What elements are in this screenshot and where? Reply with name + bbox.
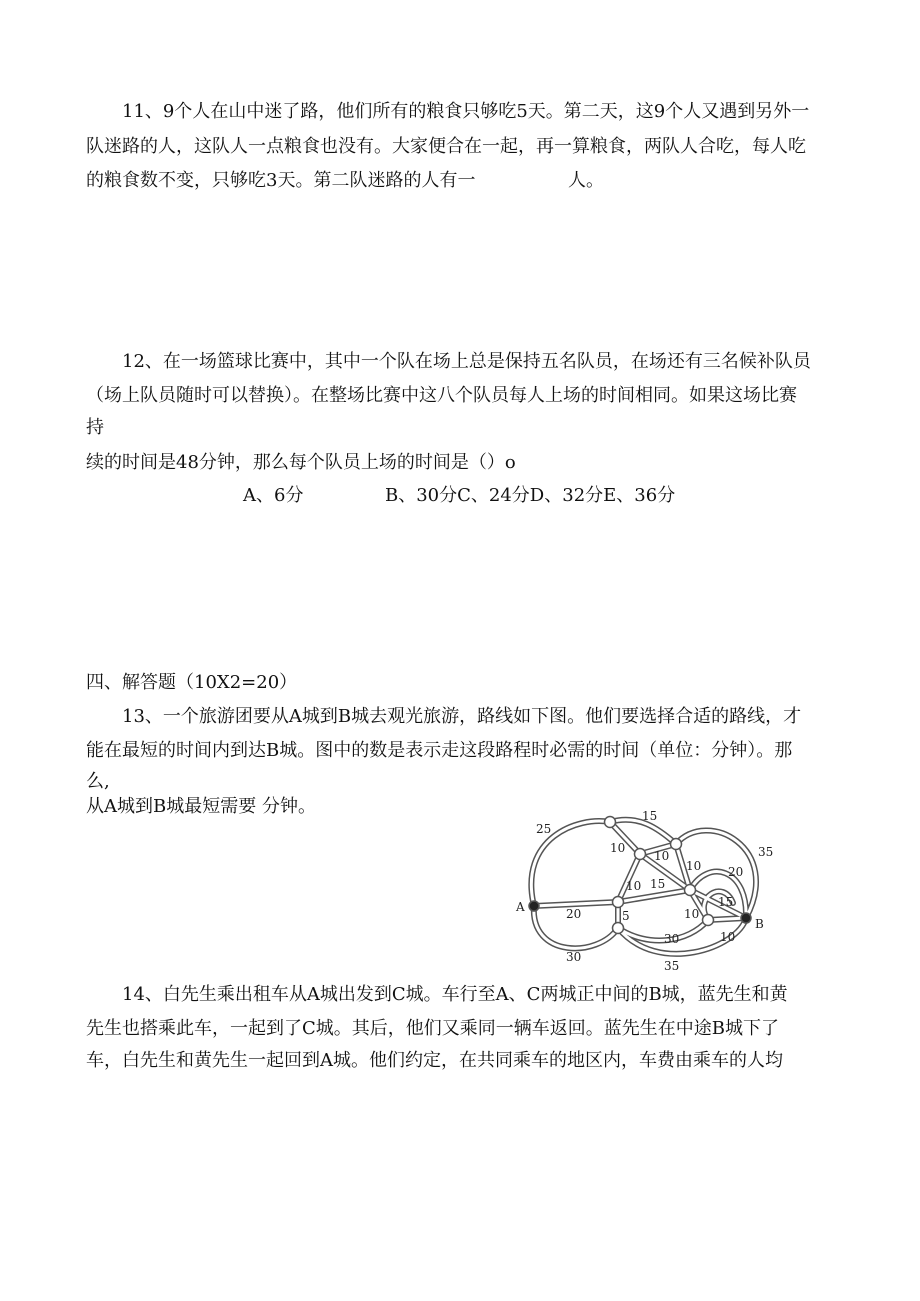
city-b-node xyxy=(741,913,751,923)
junction-node xyxy=(703,915,714,926)
edge-label: 10 xyxy=(684,907,700,921)
q12-options-rest: B、30分C、24分D、32分E、36分 xyxy=(385,485,676,506)
edge-label: 10 xyxy=(610,841,626,855)
q14-line-3: 车，白先生和黄先生一起回到A城。他们约定，在共同乘车的地区内，车费由乘车的人均 xyxy=(86,1050,783,1071)
q12-line-4: 续的时间是48分钟，那么每个队员上场的时间是（）o xyxy=(86,452,516,473)
junction-node xyxy=(685,885,696,896)
q14-line-1: 14、白先生乘出租车从A城出发到C城。车行至A、C两城正中间的B城，蓝先生和黄 xyxy=(122,984,788,1005)
edge-label: 35 xyxy=(664,959,680,973)
city-a-label: A xyxy=(516,900,525,914)
junction-node xyxy=(613,923,624,934)
edge-label: 10 xyxy=(654,849,670,863)
junction-node xyxy=(671,839,682,850)
route-diagram xyxy=(508,808,778,982)
edge-label: 30 xyxy=(566,950,582,964)
edge-label: 20 xyxy=(566,907,582,921)
q12-option-a: A、6分 xyxy=(243,485,304,506)
junction-node xyxy=(613,897,624,908)
edge-label: 10 xyxy=(686,859,702,873)
junction-node xyxy=(605,817,616,828)
q13-line-2: 能在最短的时间内到达B城。图中的数是表示走这段路程时必需的时间（单位：分钟）。那 xyxy=(86,740,793,761)
edge-label: 5 xyxy=(622,909,630,923)
q12-line-3: 持 xyxy=(86,417,104,438)
edge-label: 10 xyxy=(720,930,736,944)
section-heading: 四、解答题（10X2=20） xyxy=(86,672,298,693)
q11-line-2: 队迷路的人，这队人一点粮食也没有。大家便合在一起，再一算粮食，两队人合吃，每人吃 xyxy=(86,136,806,157)
q11-line-1: 11、9个人在山中迷了路，他们所有的粮食只够吃5天。第二天，这9个人又遇到另外一 xyxy=(122,101,810,122)
city-b-label: B xyxy=(755,917,764,931)
edge-label: 25 xyxy=(536,822,552,836)
edge-label: 35 xyxy=(758,845,774,859)
q13-line-1: 13、一个旅游团要从A城到B城去观光旅游，路线如下图。他们要选择合适的路线，才 xyxy=(122,706,802,727)
junction-node xyxy=(635,849,646,860)
q12-line-1: 12、在一场篮球比赛中，其中一个队在场上总是保持五名队员，在场还有三名候补队员 xyxy=(122,351,811,372)
edge-label: 15 xyxy=(642,809,658,823)
edge-label: 15 xyxy=(718,895,734,909)
city-a-node xyxy=(529,901,539,911)
edge-label: 20 xyxy=(728,865,744,879)
edge-label: 15 xyxy=(650,877,666,891)
q13-line-3: 么, xyxy=(86,771,110,792)
edge-label: 30 xyxy=(664,932,680,946)
q13-line-4: 从A城到B城最短需要 分钟。 xyxy=(86,796,316,817)
q12-line-2: （场上队员随时可以替换）。在整场比赛中这八个队员每人上场的时间相同。如果这场比赛 xyxy=(86,385,797,406)
route-map-svg xyxy=(508,808,778,978)
q14-line-2: 先生也搭乘此车，一起到了C城。其后，他们又乘同一辆车返回。蓝先生在中途B城下了 xyxy=(86,1018,779,1039)
edge-label: 10 xyxy=(626,879,642,893)
q11-answer-tail: 人。 xyxy=(568,170,604,191)
q11-line-3: 的粮食数不变，只够吃3天。第二队迷路的人有一 xyxy=(86,170,476,191)
